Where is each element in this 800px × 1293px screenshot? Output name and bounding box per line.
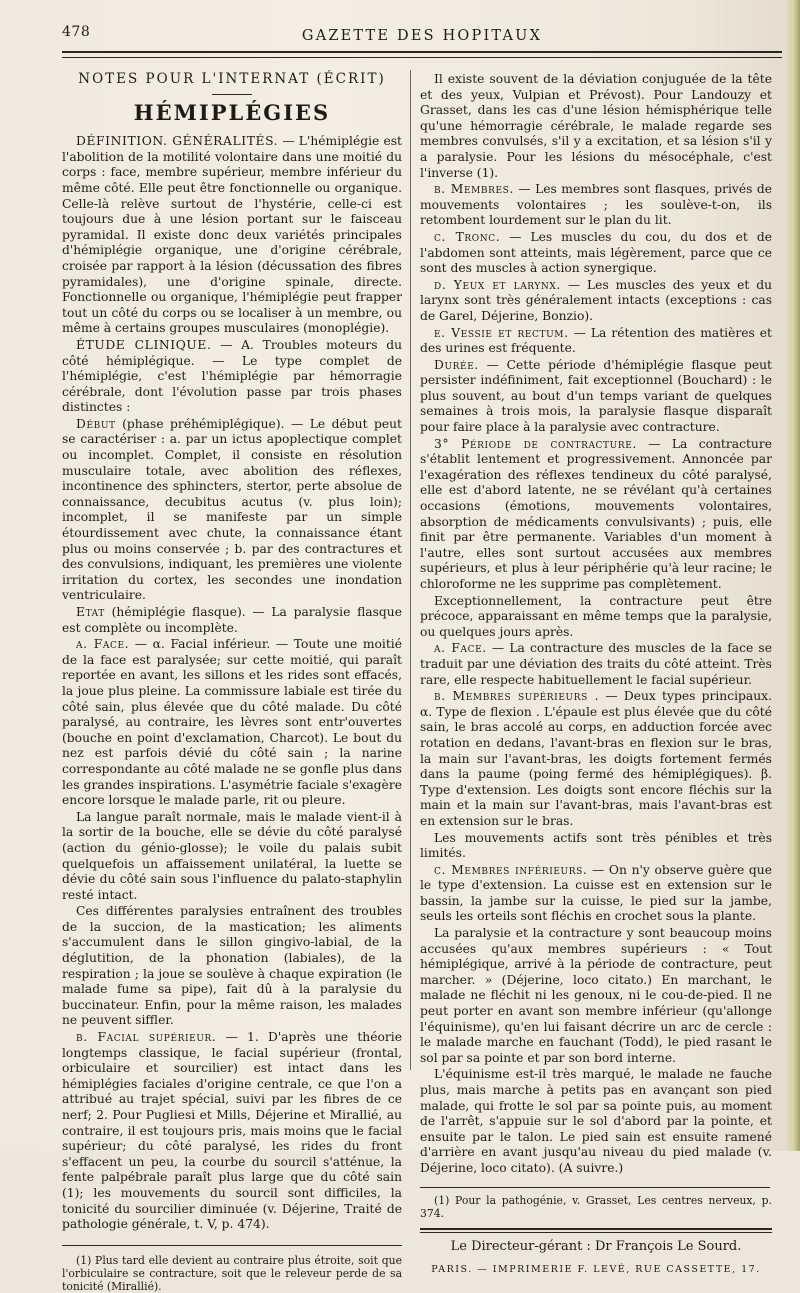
- paragraph-text: — Les membres sont flasques, privés de mouvements volontaires ; les soulève-t-on, ils retombent lourdement sur le plan du lit.: [420, 182, 772, 228]
- paragraph-lead: DÉFINITION. GÉNÉRALITÉS.: [76, 134, 279, 149]
- paragraph: [420, 437, 772, 593]
- signature-line: Le Directeur-gérant : Dr François Le Sourd.: [450, 1238, 742, 1254]
- footnote-right: (1) Pour la pathogénie, v. Grasset, Les centres nerveux, p. 374.: [420, 1193, 772, 1220]
- paragraph-lead: e. Vessie et rectum.: [434, 325, 569, 340]
- paragraph: [420, 278, 772, 325]
- paragraph-text: Exceptionnellement, la contracture peut être précoce, apparaissant en même temps que la paralysie, ou quelques jours après.: [420, 593, 772, 639]
- paragraph-text: Les mouvements actifs sont très pénibles et très limités.: [420, 830, 772, 861]
- paragraph-text: — 1. D'après une théorie longtemps classique, le facial supérieur (frontal, orbiculaire et sourcilier) est intact dans les hémiplégies faciales d'origine centrale, ce que l'on a attribué au trajet spécial, suivi par les fibres de ce nerf; 2. Pour Pugliesi et Mills, Déjerine et Mirallié, au contraire, il est toujours pris, mais moins que le facial supérieur; du côté paralysé, les rides du front s'effacent un peu, la courbe du sourcil s'atténue, la fente palpébrale paraît plus large que du côté sain (1); les mouvements du sourcil sont difficiles, la tonicité du sourcilier diminuée (v. Déjerine, Traité de pathologie générale, t. V, p. 474).: [62, 1030, 402, 1232]
- paragraph-text: La paralysie et la contracture y sont beaucoup moins accusées qu'aux membres supérieurs : « Tout hémiplégique, arrivé à la période de contracture, peut marcher. » (Déjerine, loco citato.) En marchant, le malade ne fléchit ni les genoux, ni le cou-de-pied. Il ne peut porter en avant son membre inférieur (qu'allonge l'équinisme), qu'en lui faisant décrire un arc de cercle : le malade marche en fauchant (Todd), le pied rasant le sol par sa pointe et par son bord interne.: [420, 926, 772, 1065]
- paragraph-text: Il existe souvent de la déviation conjuguée de la tête et des yeux, Vulpian et Prévost). Pour Landouzy et Grasset, dans les cas d'une lésion hémisphérique telle qu'une hémorragie cérébrale, le malade regarde ses membres convulsés, s'il y a excitation, et sa lésion s'il y a paralysie. Pour les lésions du mésocéphale, c'est l'inverse (1).: [420, 72, 772, 180]
- paragraph-lead: 3° Période de contracture.: [434, 436, 637, 451]
- paragraph-lead: β. Facial supérieur.: [76, 1030, 217, 1045]
- column-divider: [410, 70, 411, 1070]
- paragraph: [62, 810, 402, 904]
- paragraph-text: (phase préhémiplégique). — Le début peut se caractériser : a. par un ictus apoplectique complet ou incomplet. Complet, il consiste en résolution musculaire totale, avec abolition des réflexes, incontinence des sphincters, stertor, perte absolue de connaissance, decubitus acutus (v. plus loin); incomplet, il se manifeste par un simple étourdissement avec chute, la connaissance étant plus ou moins conservée ; b. par des contractures et des convulsions, indiquant, les premières une violente irritation du cortex, les secondes une inondation ventriculaire.: [62, 416, 402, 603]
- signature-rule-thin: [420, 1232, 772, 1233]
- right-paragraphs: [420, 72, 772, 1177]
- paragraph: [420, 230, 772, 277]
- paragraph-text: — La contracture des muscles de la face se traduit par une déviation des traits du côté atteint. Très rare, elle respecte habituellement le facial supérieur.: [420, 641, 773, 687]
- paragraph: [420, 72, 772, 181]
- right-column: [420, 72, 772, 1278]
- paragraph-lead: Durée.: [434, 357, 479, 372]
- section-title: NOTES POUR L'INTERNAT (ÉCRIT): [78, 71, 386, 87]
- page-header: [62, 24, 782, 50]
- paragraph: [420, 863, 772, 925]
- paragraph: [420, 689, 772, 829]
- paragraph-text: — A. Troubles moteurs du côté hémiplégique. — Le type complet de l'hémiplégie, c'est l'hémiplégie par hémorragie cérébrale, dont l'évolution passe par trois phases distinctes :: [62, 337, 402, 415]
- paragraph: [420, 926, 772, 1066]
- paragraph: [420, 1067, 772, 1176]
- paragraph: [420, 641, 772, 688]
- paragraph-lead: ÉTUDE CLINIQUE.: [76, 337, 212, 352]
- paragraph: [420, 594, 772, 641]
- paragraph-text: L'équinisme est-il très marqué, le malade ne fauche plus, mais marche à petits pas en avançant son pied malade, qui frotte le sol par sa pointe puis, au moment de l'arrêt, s'appuie sur le sol d'abord par la pointe, et ensuite par le talon. Le pied sain est ensuite ramené d'arrière en avant jusqu'au niveau du pied malade (v. Déjerine, loco citato). (A suivre.): [420, 1067, 772, 1175]
- paragraph-lead: c. Membres inférieurs.: [434, 862, 588, 877]
- paragraph-text: — Les muscles des yeux et du larynx sont très généralement intacts (exceptions : cas de Garel, Déjerine, Bonzio).: [420, 277, 773, 323]
- paragraph-text: — On n'y observe guère que le type d'extension. La cuisse est en extension sur le bassin, la jambe sur la cuisse, le pied sur la jambe, seuls les orteils sont fléchis en crochet sous la plante.: [420, 862, 772, 924]
- paragraph-lead: Etat: [76, 605, 105, 619]
- paragraph: [62, 417, 402, 604]
- left-paragraphs: [62, 134, 402, 1233]
- footnote-left: (1) Plus tard elle devient au contraire plus étroite, soit que l'orbiculaire se contracture, soit que le releveur perde de sa tonicité (Mirallié).: [62, 1253, 402, 1293]
- paragraph: [62, 1030, 402, 1233]
- article-title: HÉMIPLÉGIES: [133, 99, 331, 125]
- paragraph: [62, 338, 402, 416]
- left-column: [62, 72, 402, 1293]
- paragraph: [62, 637, 402, 809]
- paragraph: [420, 831, 772, 862]
- paragraph-lead: b. Membres.: [434, 182, 514, 197]
- paragraph-lead: a. Face.: [434, 641, 487, 656]
- printer-imprint: PARIS. — IMPRIMERIE F. LEVÉ, RUE CASSETTE, 17.: [431, 1264, 761, 1276]
- paragraph-text: — La rétention des matières et des urines est fréquente.: [420, 325, 772, 356]
- paragraph: [62, 605, 402, 636]
- title-rule: [212, 94, 252, 95]
- paragraph-lead: d. Yeux et larynx.: [434, 277, 561, 292]
- header-rule-thick: [62, 51, 782, 53]
- header-rule-thin: [62, 57, 782, 58]
- running-head: GAZETTE DES HOPITAUX: [301, 28, 543, 44]
- page-edge-tint: [786, 0, 800, 1151]
- paragraph-text: — Les muscles du cou, du dos et de l'abdomen sont atteints, mais légèrement, parce que ce sont des muscles à action synergique.: [420, 229, 772, 276]
- paragraph-text: — α. Facial inférieur. — Toute une moitié de la face est paralysée; sur cette moitié, qui paraît reportée en avant, les sillons et les rides sont effacés, la joue plus pleine. La commissure labiale est tirée du côté sain, plus élevée que du côté malade. Du côté paralysé, au contraire, les lèvres sont entr'ouvertes (bouche en point d'exclamation, Charcot). Le bout du nez est parfois dévié du côté sain ; la narine correspondante au côté malade ne se gonfle plus dans les grandes inspirations. L'asymétrie faciale s'exagère encore lorsque le malade parle, rit ou pleure.: [62, 637, 403, 808]
- paragraph-text: — Cette période d'hémiplégie flasque peut persister indéfiniment, fait exceptionnel (Bouchard) : le plus souvent, au bout d'un temps variant de quelques semaines à trois mois, la paralysie flasque disparaît pour faire place à la paralysie avec contracture.: [420, 357, 772, 435]
- footnote-rule: [62, 1245, 402, 1246]
- paragraph-text: La langue paraît normale, mais le malade vient-il à la sortir de la bouche, elle se dévie du côté paralysé (action du génio-glosse); le voile du palais subit quelquefois un affaissement unilatéral, la luette se dévie du côté sain sous l'influence du palato-staphylin resté intact.: [62, 809, 402, 902]
- paragraph: [62, 134, 402, 337]
- footnote-rule-right: [420, 1187, 770, 1188]
- paragraph-lead: Début: [76, 416, 116, 431]
- signature-rule-thick: [420, 1228, 772, 1230]
- paragraph: [62, 904, 402, 1029]
- paragraph: [420, 326, 772, 357]
- paragraph-lead: b. Membres supérieurs .: [434, 689, 600, 704]
- page-number: 478: [62, 24, 91, 40]
- paragraph-text: — L'hémiplégie est l'abolition de la motilité volontaire dans une moitié du corps : face, membre supérieur, membre inférieur du même côté. Elle peut être fonctionnelle ou organique. Celle-là relève surtout de l'hystérie, celle-ci est toujours due à une lésion portant sur le faisceau pyramidal. Il existe donc deux variétés principales d'hémiplégie organique, une d'origine cérébrale, croisée par rapport à la lésion (décussation des fibres pyramidales), une d'origine spinale, directe. Fonctionnelle ou organique, l'hémiplégie peut frapper tout un côté du corps ou se localiser à un membre, ou même à certains groupes musculaires (monoplégie).: [62, 134, 402, 336]
- paragraph-lead: a. Face.: [76, 637, 130, 652]
- paragraph: [420, 358, 772, 436]
- paragraph-text: — Deux types principaux. α. Type de flexion . L'épaule est plus élevée que du côté sain, le bras accolé au corps, en adduction forcée avec rotation en dedans, l'avant-bras en flexion sur le bras, la main sur l'avant-bras, les doigts fortement fermés dans la paume (poing fermé des hémiplégiques). β. Type d'extension. Les doigts sont encore fléchis sur la main et la main sur l'avant-bras, mais l'avant-bras est en extension sur le bras.: [420, 689, 772, 828]
- paragraph: [420, 182, 772, 229]
- paragraph-text: — La contracture s'établit lentement et progressivement. Annoncée par l'exagération des réflexes tendineux du côté paralysé, elle est d'abord latente, ne se révélant qu'à certaines occasions (émotions, mouvements volontaires, absorption de médicaments convulsivants) ; puis, elle finit par être permanente. Variables d'un moment à l'autre, elles sont surtout accusées aux membres supérieurs, et plus à leur périphérie qu'à leur racine; le chloroforme ne les supprime pas complètement.: [420, 436, 772, 591]
- paragraph-text: (hémiplégie flasque). — La paralysie flasque est complète ou incomplète.: [62, 605, 402, 635]
- paragraph-text: Ces différentes paralysies entraînent des troubles de la succion, de la mastication; les aliments s'accumulent dans le sillon gingivo-labial, de la déglutition, de la phonation (labiales), de la respiration ; la joue se soulève à chaque expiration (le malade fume sa pipe), fait dû à la paralysie du buccinateur. Enfin, pour la même raison, les malades ne peuvent siffler.: [62, 904, 402, 1028]
- paragraph-lead: c. Tronc.: [434, 229, 501, 244]
